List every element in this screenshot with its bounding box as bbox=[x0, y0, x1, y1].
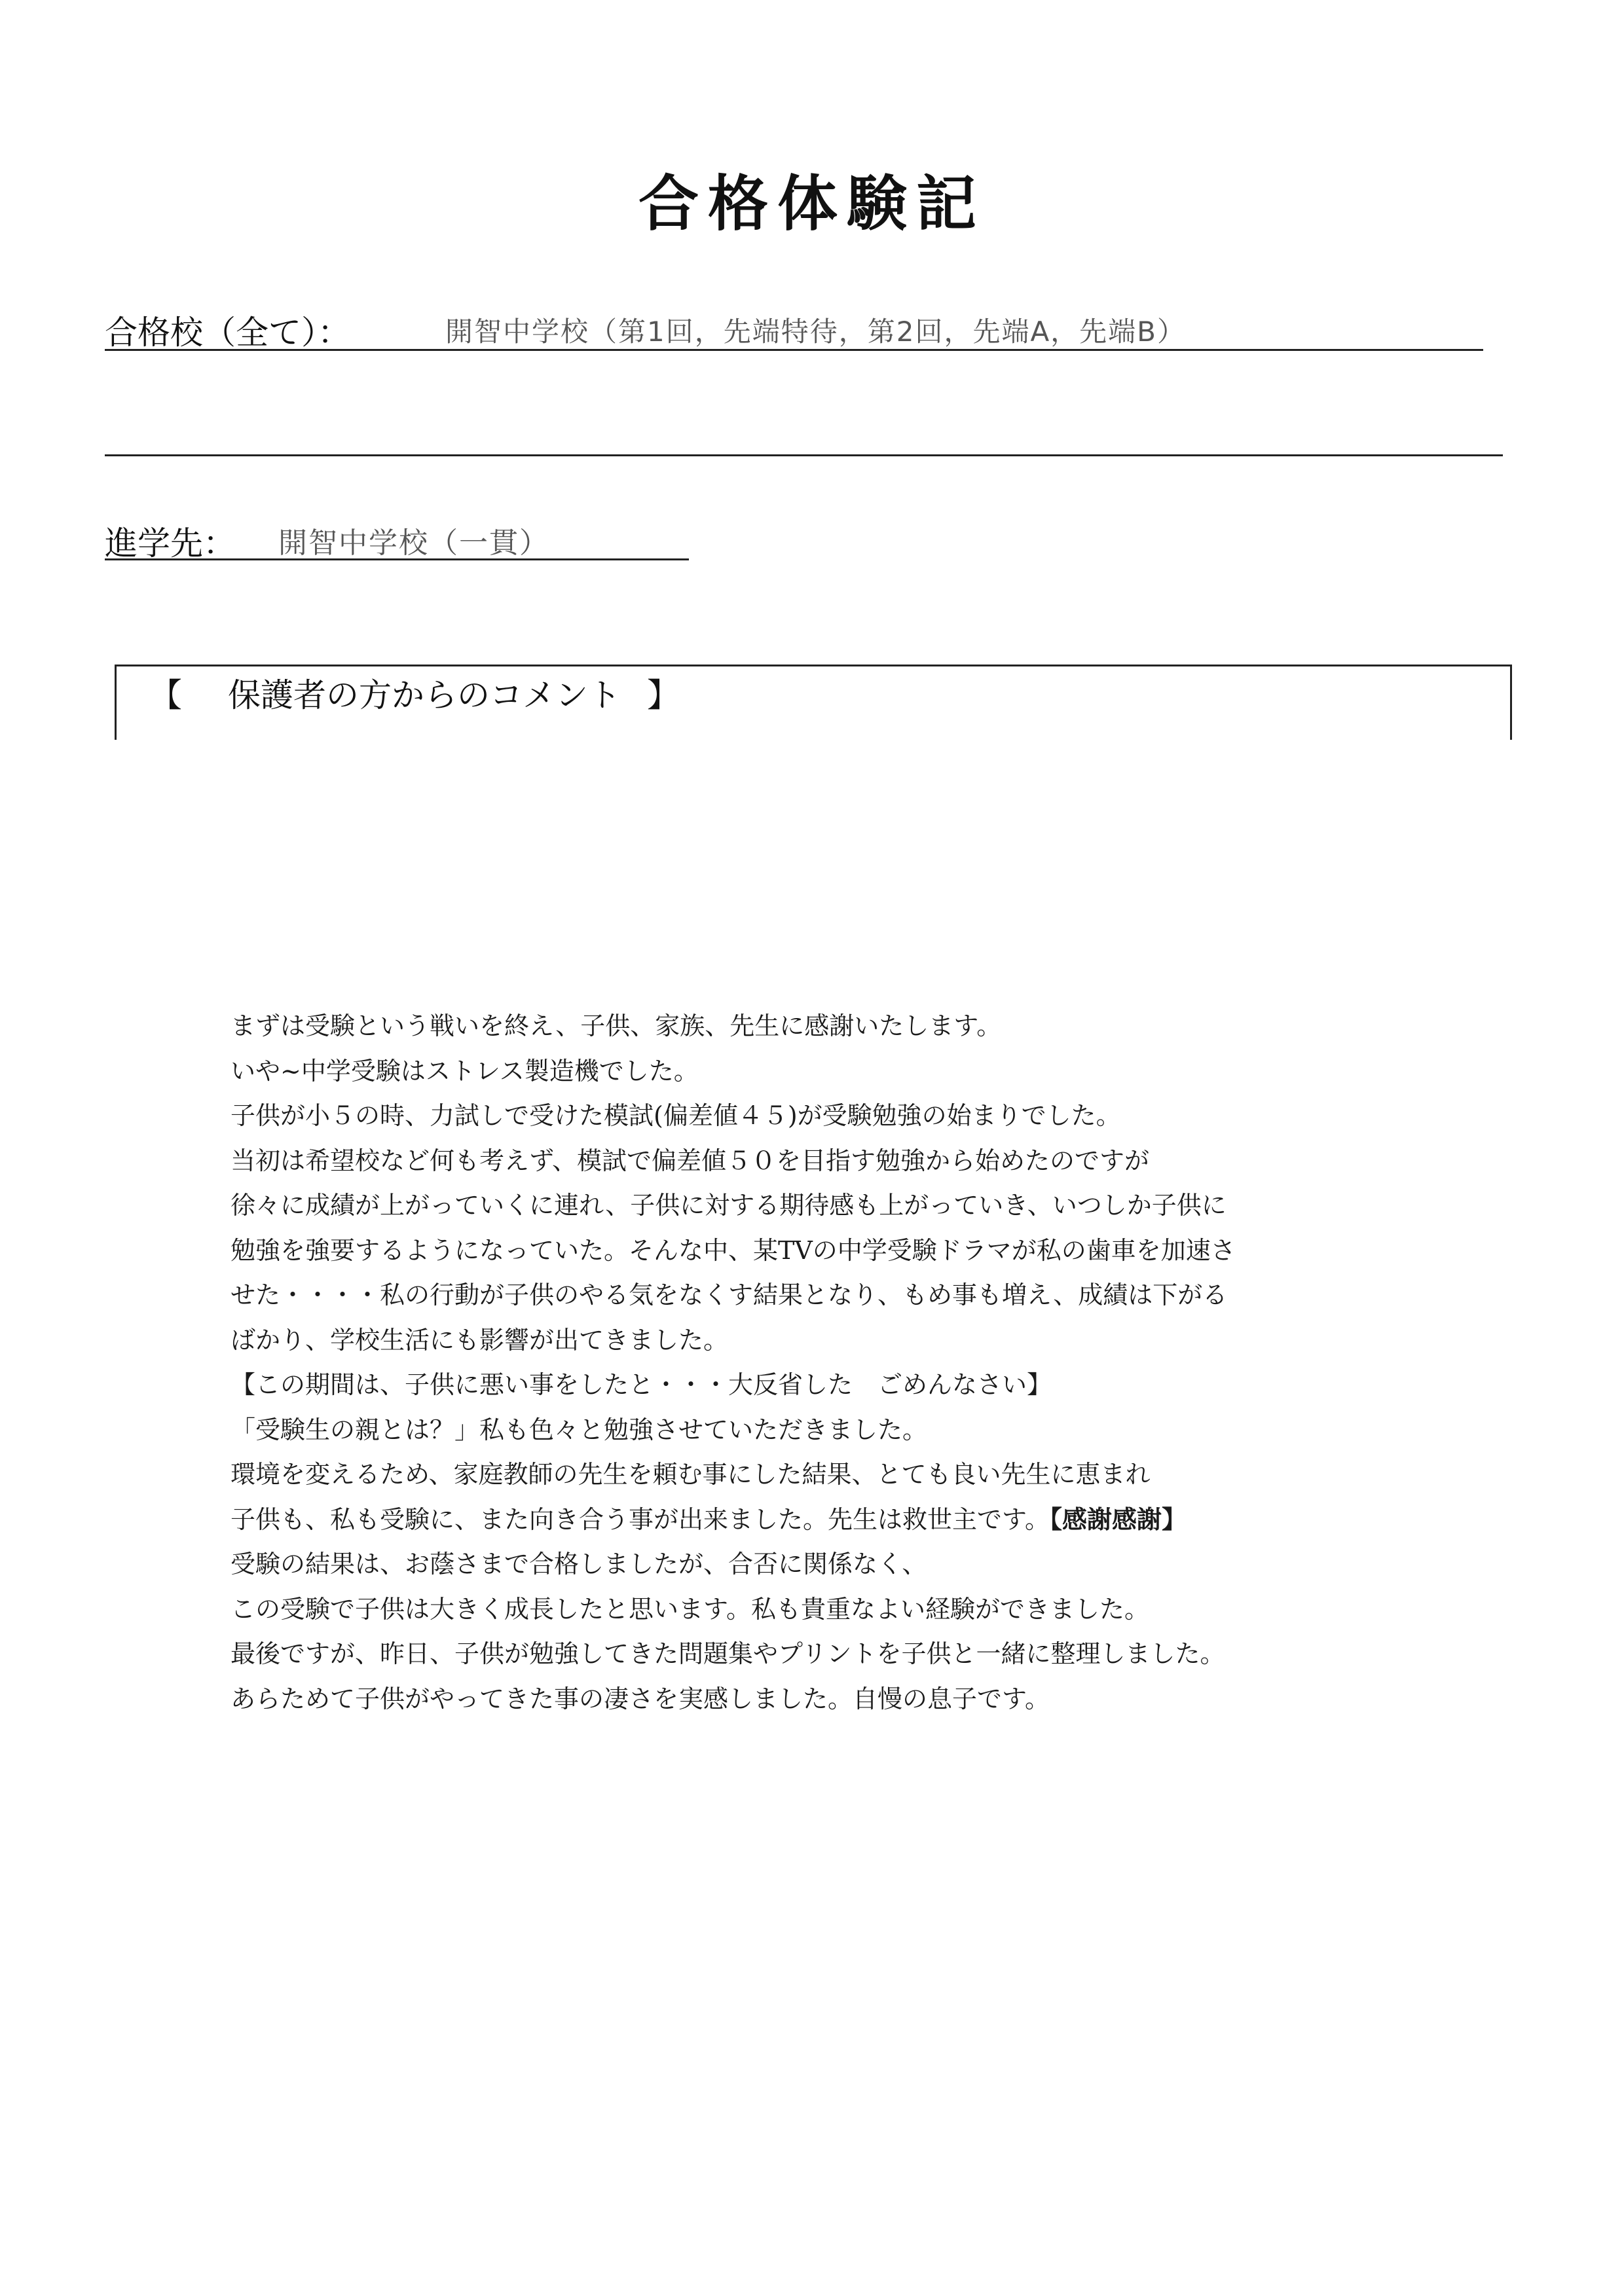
destination-underline bbox=[105, 558, 689, 560]
page-title: 合格体験記 bbox=[638, 169, 986, 239]
comment-line: いや~中学受験はストレス製造機でした。 bbox=[231, 1056, 699, 1085]
comment-line-with-thanks bbox=[231, 1497, 1462, 1542]
destination-label: 進学先： bbox=[105, 524, 236, 562]
comment-line-text: 子供も、私も受験に、また向き合う事が出来ました。先生は救世主です。 bbox=[231, 1504, 1050, 1534]
comment-heading-text: 保護者の方からのコメント bbox=[228, 676, 621, 714]
passed-schools-value: 開智中学校（第1回，先端特待，第2回，先端A，先端B） bbox=[445, 316, 1186, 348]
comment-line: あらためて子供がやってきた事の凄さを実感しました。自慢の息子です。 bbox=[231, 1684, 1050, 1713]
parent-comment-body bbox=[231, 1004, 1462, 1721]
comment-line: 勉強を強要するようになっていた。そんな中、某TVの中学受験ドラマが私の歯車を加速さ bbox=[231, 1235, 1236, 1265]
comment-line: まずは受験という戦いを終え、子供、家族、先生に感謝いたします。 bbox=[231, 1011, 1002, 1040]
heading-bracket-open: 【 bbox=[149, 676, 182, 714]
comment-line: せた・・・・私の行動が子供のやる気をなくす結果となり、もめ事も増え、成績は下がる bbox=[231, 1281, 1228, 1309]
comment-line: この受験で子供は大きく成長したと思います。私も貴重なよい経験ができました。 bbox=[231, 1594, 1149, 1624]
comment-line: 環境を変えるため、家庭教師の先生を頼む事にした結果、とても良い先生に恵まれ bbox=[231, 1460, 1151, 1489]
comment-line: ばかり、学校生活にも影響が出てきました。 bbox=[231, 1325, 729, 1355]
passed-schools-label: 合格校（全て）： bbox=[105, 314, 350, 352]
continuation-line bbox=[105, 454, 1503, 456]
thanks-emphasis: 【感謝感謝】 bbox=[1049, 1504, 1187, 1534]
comment-line: 徐々に成績が上がっていくに連れ、子供に対する期待感も上がっていき、いつしか子供に bbox=[231, 1191, 1227, 1220]
comment-line: 最後ですが、昨日、子供が勉強してきた問題集やプリントを子供と一緒に整理しました。 bbox=[231, 1639, 1225, 1668]
comment-heading bbox=[149, 669, 680, 716]
comment-line: 子供が小５の時、力試しで受けた模試(偏差値４５)が受験勉強の始まりでした。 bbox=[231, 1101, 1121, 1130]
comment-line: 「受験生の親とは？」私も色々と勉強させていただきました。 bbox=[231, 1415, 928, 1444]
passed-schools-underline bbox=[105, 349, 1483, 351]
comment-line: 受験の結果は、お蔭さまで合格しましたが、合否に関係なく、 bbox=[231, 1550, 927, 1578]
comment-line: 当初は希望校など何も考えず、模試で偏差値５０を目指す勉強から始めたのですが bbox=[231, 1146, 1149, 1175]
destination-value: 開智中学校（一貫） bbox=[278, 526, 549, 560]
heading-bracket-close: 】 bbox=[647, 676, 680, 714]
comment-line: 【この期間は、子供に悪い事をしたと・・・大反省した ごめんなさい】 bbox=[231, 1370, 1052, 1399]
